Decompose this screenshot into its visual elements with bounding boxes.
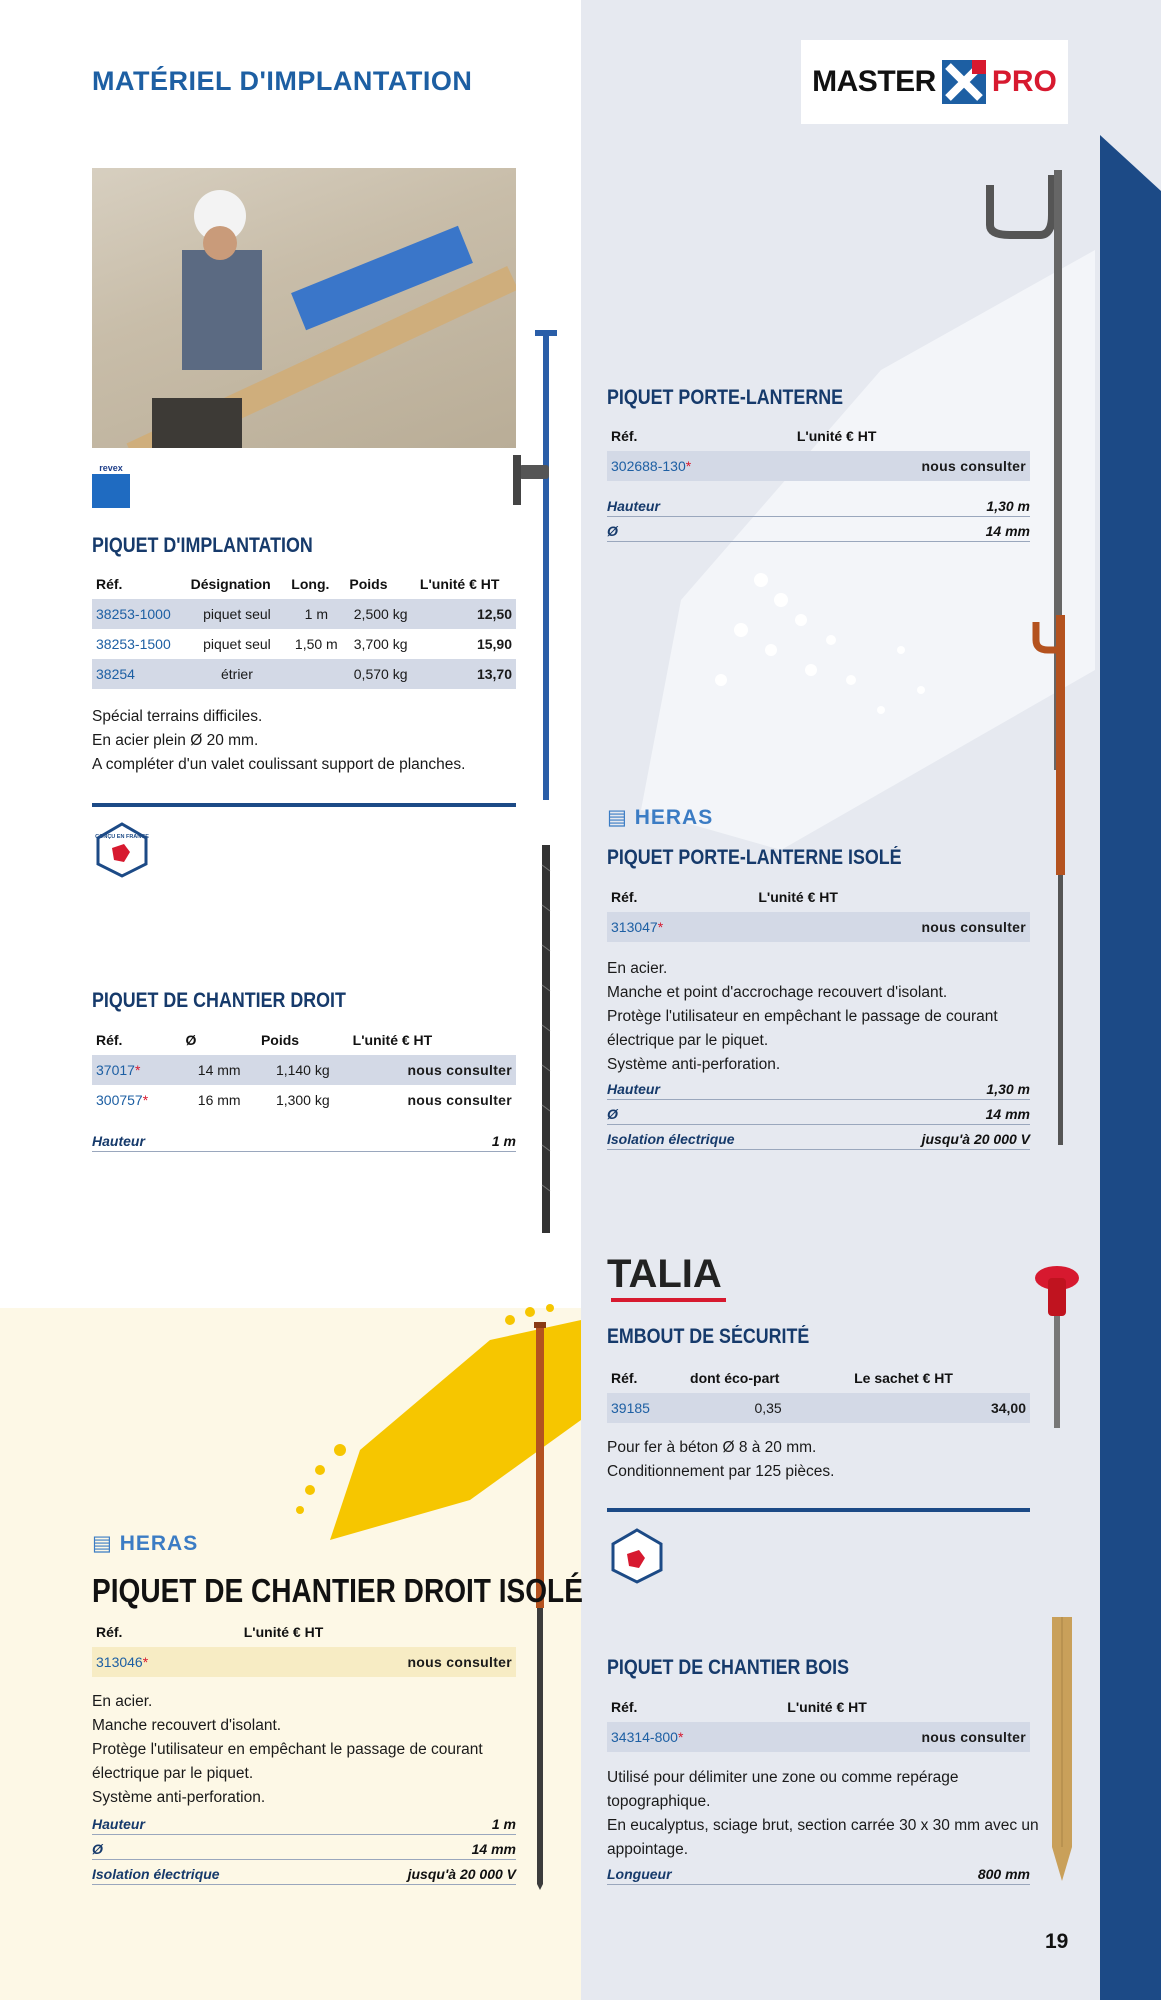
logo-pro-text: PRO — [991, 65, 1057, 98]
header-price: L'unité € HT — [419, 576, 500, 592]
piquet-porte-lanterne-isole-title: PIQUET PORTE-LANTERNE ISOLÉ — [607, 846, 902, 869]
table-row: 38254 étrier 0,570 kg 13,70 — [92, 659, 516, 689]
svg-text:CONÇU EN FRANCE: CONÇU EN FRANCE — [95, 834, 149, 840]
piquet-chantier-droit-isole-description: En acier. Manche recouvert d'isolant. Protège l'utilisateur en empêchant le passage de courant électrique par le piquet. Système anti-perforation. — [92, 1693, 483, 1806]
header-designation: Désignation — [190, 576, 271, 592]
piquet-implantation-title: PIQUET D'IMPLANTATION — [92, 534, 313, 557]
worker-photo — [92, 168, 516, 448]
header-poids: Poids — [349, 576, 388, 592]
talia-logo: TALIA — [607, 1252, 722, 1296]
piquet-implantation-image — [495, 325, 565, 805]
table-row: 300757* 16 mm 1,300 kg nous consulter — [96, 1092, 512, 1108]
logo-master-text: MASTER — [812, 65, 936, 98]
table-row: 313046* nous consulter — [92, 1647, 516, 1677]
talia-underline — [611, 1298, 726, 1302]
section-divider — [607, 1508, 1030, 1512]
piquet-porte-lanterne-title: PIQUET PORTE-LANTERNE — [607, 386, 844, 409]
embout-securite-image — [1032, 1262, 1082, 1432]
concu-en-france-badge — [94, 822, 150, 878]
piquet-chantier-bois-image — [1048, 1617, 1076, 1882]
header-ref: Réf. — [96, 576, 123, 592]
piquet-porte-lanterne-attributes: Hauteur 1,30 m Ø 14 mm — [607, 492, 1030, 542]
piquet-chantier-droit-image — [536, 845, 556, 1235]
table-row: 37017* 14 mm 1,140 kg nous consulter — [92, 1055, 516, 1085]
table-row: 302688-130* nous consulter — [607, 451, 1030, 481]
piquet-porte-lanterne-isole-description: En acier. Manche et point d'accrochage recouvert d'isolant. Protège l'utilisateur en empêchant le passage de courant électrique par le piquet. Système anti-perforation. — [607, 960, 998, 1073]
blue-side-band — [1100, 135, 1161, 2000]
piquet-chantier-droit-title: PIQUET DE CHANTIER DROIT — [92, 989, 346, 1012]
piquet-porte-lanterne-isole-table: Réf. L'unité € HT 313047* nous consulter — [607, 882, 1030, 942]
header-long: Long. — [291, 576, 330, 592]
embout-securite-title: EMBOUT DE SÉCURITÉ — [607, 1325, 810, 1348]
piquet-porte-lanterne-isole-attributes: Hauteur 1,30 m Ø 14 mm Isolation électrique jusqu'à 20 000 V — [607, 1075, 1030, 1150]
masterpro-logo — [801, 40, 1068, 124]
piquet-implantation-description: Spécial terrains difficiles. En acier plein Ø 20 mm. A compléter d'un valet coulissant support de planches. — [92, 708, 466, 773]
embout-securite-description: Pour fer à béton Ø 8 à 20 mm. Conditionnement par 125 pièces. — [607, 1439, 835, 1480]
piquet-chantier-droit-isole-title: PIQUET DE CHANTIER DROIT ISOLÉ — [92, 1572, 583, 1609]
revex-logo: revex — [92, 462, 130, 508]
piquet-chantier-droit-table: Réf. Ø Poids L'unité € HT 37017* 14 mm 1,140 kg nous consulter 300757* 16 mm 1,300 kg nous consulter — [92, 1025, 516, 1115]
heras-logo-right: ▤ HERAS — [607, 806, 714, 829]
section-divider — [92, 803, 516, 807]
logo-cross-icon — [942, 60, 986, 104]
piquet-implantation-table — [92, 569, 516, 689]
page-title: MATÉRIEL D'IMPLANTATION — [92, 66, 473, 96]
table-row: 313047* nous consulter — [607, 912, 1030, 942]
table-row: 38253-1500 piquet seul 1,50 m 3,700 kg 15,90 — [96, 636, 512, 652]
piquet-chantier-bois-attributes: Longueur 800 mm — [607, 1860, 1030, 1885]
piquet-chantier-bois-title: PIQUET DE CHANTIER BOIS — [607, 1656, 849, 1679]
page-number: 19 — [1045, 1930, 1069, 1953]
piquet-chantier-droit-isole-table: Réf. L'unité € HT 313046* nous consulter — [92, 1617, 516, 1677]
piquet-chantier-bois-description: Utilisé pour délimiter une zone ou comme repérage topographique. En eucalyptus, sciage brut, section carrée 30 x 30 mm avec un appointage. — [607, 1769, 1039, 1858]
heras-logo: ▤ HERAS — [92, 1532, 199, 1555]
concu-en-france-badge-right — [609, 1528, 665, 1584]
table-row: 38253-1000 piquet seul 1 m 2,500 kg 12,50 — [92, 599, 516, 629]
table-row: 39185 0,35 34,00 — [607, 1393, 1030, 1423]
piquet-chantier-droit-attributes: Hauteur 1 m — [92, 1127, 516, 1152]
piquet-porte-lanterne-isole-image — [1030, 610, 1076, 1150]
embout-securite-table: Réf. dont éco-part Le sachet € HT 39185 0,35 34,00 — [607, 1363, 1030, 1423]
piquet-porte-lanterne-table: Réf. L'unité € HT 302688-130* nous consulter — [607, 421, 1030, 481]
piquet-chantier-droit-isole-attributes: Hauteur 1 m Ø 14 mm Isolation électrique jusqu'à 20 000 V — [92, 1810, 516, 1885]
piquet-chantier-bois-table: Réf. L'unité € HT 34314-800* nous consulter — [607, 1692, 1030, 1752]
table-row: 34314-800* nous consulter — [607, 1722, 1030, 1752]
